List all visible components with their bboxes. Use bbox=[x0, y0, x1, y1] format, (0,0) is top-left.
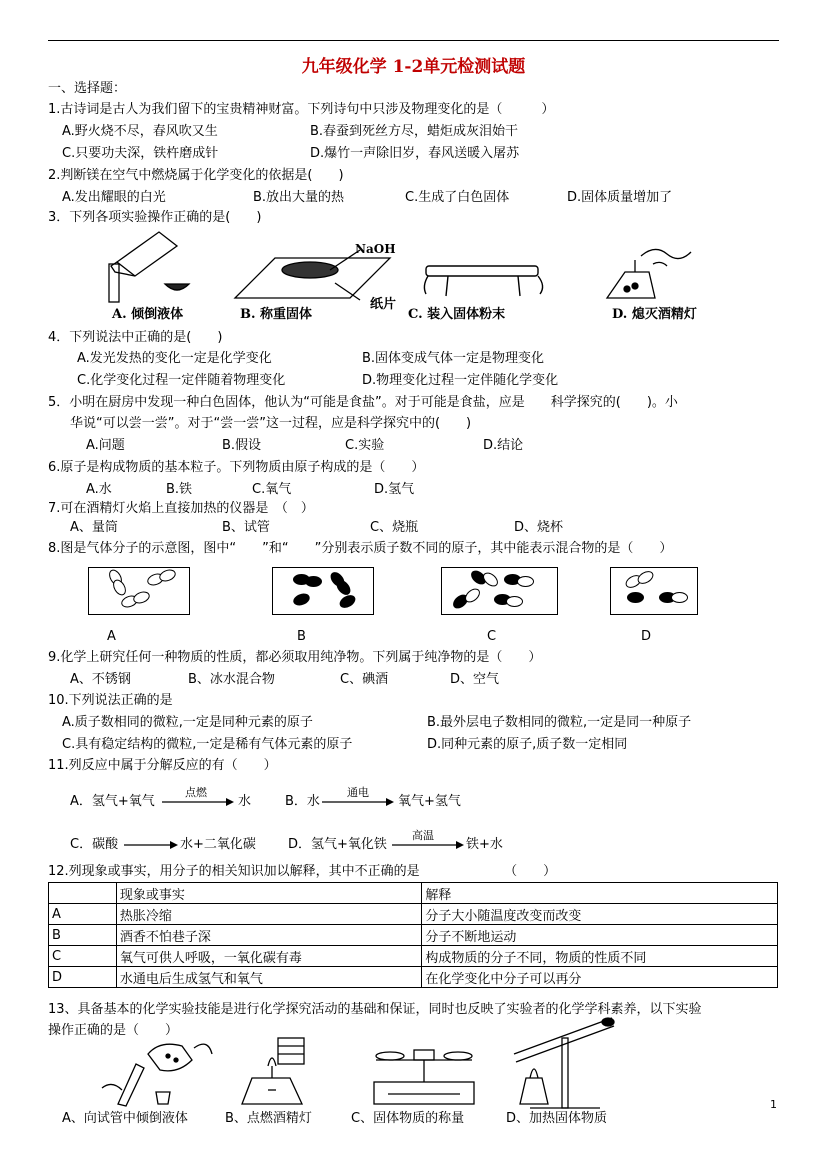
q10-option-a: A.质子数相同的微粒,一定是同种元素的原子 bbox=[62, 715, 313, 730]
q1-stem: 1.古诗词是古人为我们留下的宝贵精神财富。下列诗句中只涉及物理变化的是（ ） bbox=[48, 102, 555, 117]
q6-option-c: C.氧气 bbox=[252, 482, 292, 497]
q11-a-condition: 点燃 bbox=[185, 786, 207, 799]
table-row bbox=[49, 946, 778, 967]
q2-option-c: C.生成了白色固体 bbox=[405, 190, 510, 205]
q11-a-reactants: A．氢气+氧气 bbox=[70, 794, 155, 809]
extinguish-lamp-figure bbox=[595, 234, 705, 304]
white-atom bbox=[506, 596, 523, 607]
q6-option-b: B.铁 bbox=[166, 482, 193, 497]
molecule-box-c bbox=[441, 567, 558, 615]
table-cell: A bbox=[49, 904, 117, 925]
table-header-cell: 现象或事实 bbox=[116, 883, 422, 904]
q7-option-c: C、烧瓶 bbox=[370, 520, 419, 535]
page-number: 1 bbox=[770, 1098, 777, 1111]
q10-stem: 10.下列说法正确的是 bbox=[48, 693, 173, 708]
light-alcohol-lamp-figure bbox=[228, 1030, 318, 1110]
q5-option-c: C.实验 bbox=[345, 438, 385, 453]
table-row bbox=[49, 904, 778, 925]
q7-stem: 7.可在酒精灯火焰上直接加热的仪器是 （ ） bbox=[48, 501, 314, 516]
q5-option-a: A.问题 bbox=[86, 438, 125, 453]
table-cell: C bbox=[49, 946, 117, 967]
q11-b-products: 氧气+氢气 bbox=[398, 794, 461, 809]
heating-solid-figure bbox=[500, 1008, 618, 1112]
q11-c-reactants: C．碳酸 bbox=[70, 837, 119, 852]
q3-label-b: B. 称重固体 bbox=[240, 307, 313, 322]
q11-b-reactants: B．水 bbox=[285, 794, 320, 809]
molecule-box-d bbox=[610, 567, 698, 615]
q5-option-d: D.结论 bbox=[483, 438, 524, 453]
q7-option-a: A、量筒 bbox=[70, 520, 118, 535]
table-header-cell: 解释 bbox=[422, 883, 778, 904]
q4-option-c: C.化学变化过程一定伴随着物理变化 bbox=[77, 373, 286, 388]
q8-stem: 8.图是气体分子的示意图，图中“ ”和“ ”分别表示质子数不同的原子，其中能表示混合物的是（ ） bbox=[48, 541, 673, 556]
q11-d-products: 铁+水 bbox=[466, 837, 503, 852]
q9-stem: 9.化学上研究任何一种物质的性质，都必须取用纯净物。下列属于纯净物的是（ ） bbox=[48, 650, 542, 665]
section-heading: 一、选择题： bbox=[48, 81, 127, 96]
q1-option-c: C.只要功夫深，铁杵磨成针 bbox=[62, 146, 219, 161]
q9-option-a: A、不锈钢 bbox=[70, 672, 131, 687]
black-atom bbox=[305, 576, 322, 587]
q1-option-d: D.爆竹一声除旧岁，春风送暖入屠苏 bbox=[310, 146, 520, 161]
molecule-box-a bbox=[88, 567, 190, 615]
paper-label: 纸片 bbox=[370, 297, 397, 312]
white-atom bbox=[671, 592, 688, 603]
table-row bbox=[49, 967, 778, 988]
table-cell: 热胀冷缩 bbox=[116, 904, 422, 925]
table-cell: 在化学变化中分子可以再分 bbox=[422, 967, 778, 988]
q11-a-products: 水 bbox=[238, 794, 252, 809]
q1-option-a: A.野火烧不尽，春风吹又生 bbox=[62, 124, 218, 139]
table-header-row bbox=[49, 883, 778, 904]
q13-label-c: C、固体物质的称量 bbox=[351, 1111, 465, 1126]
q3-label-d: D. 熄灭酒精灯 bbox=[612, 307, 697, 322]
q2-option-d: D.固体质量增加了 bbox=[567, 190, 673, 205]
q4-stem: 4．下列说法中正确的是( ) bbox=[48, 330, 223, 345]
q11-d-reactants: D．氢气+氧化铁 bbox=[288, 837, 387, 852]
table-cell: 酒香不怕巷子深 bbox=[116, 925, 422, 946]
q8-label-b: B bbox=[297, 629, 306, 644]
q13-label-d: D、加热固体物质 bbox=[506, 1111, 608, 1126]
table-cell: 分子不断地运动 bbox=[422, 925, 778, 946]
q4-option-d: D.物理变化过程一定伴随化学变化 bbox=[362, 373, 559, 388]
q5-stem-line2: 华说“可以尝一尝”。对于“尝一尝”这一过程，应是科学探究中的( ) bbox=[70, 416, 472, 431]
pour-into-test-tube-figure bbox=[98, 1030, 216, 1108]
table-cell: 氧气可供人呼吸，一氧化碳有毒 bbox=[116, 946, 422, 967]
table-cell: D bbox=[49, 967, 117, 988]
q2-option-b: B.放出大量的热 bbox=[253, 190, 345, 205]
q12-table bbox=[48, 882, 778, 988]
table-cell: 分子大小随温度改变而改变 bbox=[422, 904, 778, 925]
white-atom bbox=[110, 577, 128, 597]
q13-stem-line2: 操作正确的是（ ） bbox=[48, 1023, 179, 1038]
white-atom bbox=[517, 576, 534, 587]
arrow-icon bbox=[322, 796, 396, 808]
q8-label-c: C bbox=[487, 629, 497, 644]
table-cell: 构成物质的分子不同，物质的性质不同 bbox=[422, 946, 778, 967]
table-row bbox=[49, 925, 778, 946]
q10-option-c: C.具有稳定结构的微粒,一定是稀有气体元素的原子 bbox=[62, 737, 353, 752]
balance-weighing-figure bbox=[368, 1042, 480, 1110]
arrow-icon bbox=[124, 839, 180, 851]
q2-stem: 2.判断镁在空气中燃烧属于化学变化的依据是( ) bbox=[48, 168, 344, 183]
table-cell: 水通电后生成氢气和氧气 bbox=[116, 967, 422, 988]
arrow-icon bbox=[162, 796, 236, 808]
black-atom bbox=[337, 592, 357, 610]
q8-label-a: A bbox=[107, 629, 116, 644]
q12-stem: 12.列现象或事实，用分子的相关知识加以解释，其中不正确的是 （ ） bbox=[48, 864, 557, 879]
q2-option-a: A.发出耀眼的白光 bbox=[62, 190, 166, 205]
q13-label-a: A、向试管中倾倒液体 bbox=[62, 1111, 188, 1126]
q9-option-c: C、碘酒 bbox=[340, 672, 389, 687]
q8-label-d: D bbox=[641, 629, 652, 644]
q1-option-b: B.春蚕到死丝方尽，蜡炬成灰泪始干 bbox=[310, 124, 519, 139]
black-atom bbox=[292, 591, 312, 607]
pouring-liquid-figure bbox=[95, 226, 205, 304]
q11-d-condition: 高温 bbox=[412, 829, 434, 842]
q11-c-products: 水+二氧化碳 bbox=[180, 837, 256, 852]
q5-option-b: B.假设 bbox=[222, 438, 262, 453]
q3-label-c: C. 装入固体粉末 bbox=[408, 307, 506, 322]
q13-label-b: B、点燃酒精灯 bbox=[225, 1111, 312, 1126]
q9-option-b: B、冰水混合物 bbox=[188, 672, 275, 687]
table-header-cell bbox=[49, 883, 117, 904]
q3-stem: 3．下列各项实验操作正确的是( ) bbox=[48, 210, 262, 225]
q10-option-d: D.同种元素的原子,质子数一定相同 bbox=[427, 737, 628, 752]
page-title: 九年级化学 1-2单元检测试题 bbox=[301, 57, 526, 77]
q4-option-b: B.固体变成气体一定是物理变化 bbox=[362, 351, 545, 366]
arrow-icon bbox=[392, 839, 466, 851]
naoh-label: NaOH bbox=[355, 242, 396, 256]
white-atom bbox=[480, 570, 500, 589]
top-rule bbox=[48, 40, 779, 41]
q6-option-d: D.氢气 bbox=[374, 482, 415, 497]
q11-stem: 11.列反应中属于分解反应的有（ ） bbox=[48, 758, 277, 773]
q6-option-a: A.水 bbox=[86, 482, 112, 497]
table-cell: B bbox=[49, 925, 117, 946]
q6-stem: 6.原子是构成物质的基本粒子。下列物质由原子构成的是（ ） bbox=[48, 460, 425, 475]
q3-label-a: A. 倾倒液体 bbox=[112, 307, 184, 322]
q7-option-b: B、试管 bbox=[222, 520, 270, 535]
q10-option-b: B.最外层电子数相同的微粒,一定是同一种原子 bbox=[427, 715, 692, 730]
q7-option-d: D、烧杯 bbox=[514, 520, 564, 535]
black-atom bbox=[627, 592, 644, 603]
q11-b-condition: 通电 bbox=[347, 786, 369, 799]
q4-option-a: A.发光发热的变化一定是化学变化 bbox=[77, 351, 272, 366]
q9-option-d: D、空气 bbox=[450, 672, 500, 687]
loading-powder-figure bbox=[418, 256, 554, 306]
q13-stem-line1: 13、具备基本的化学实验技能是进行化学探究活动的基础和保证，同时也反映了实验者的化学学科素养，以下实验 bbox=[48, 1002, 702, 1017]
molecule-box-b bbox=[272, 567, 374, 615]
q5-stem-line1: 5．小明在厨房中发现一种白色固体，他认为“可能是食盐”。对于可能是食盐，应是 科学探究的( )。小 bbox=[48, 395, 678, 410]
